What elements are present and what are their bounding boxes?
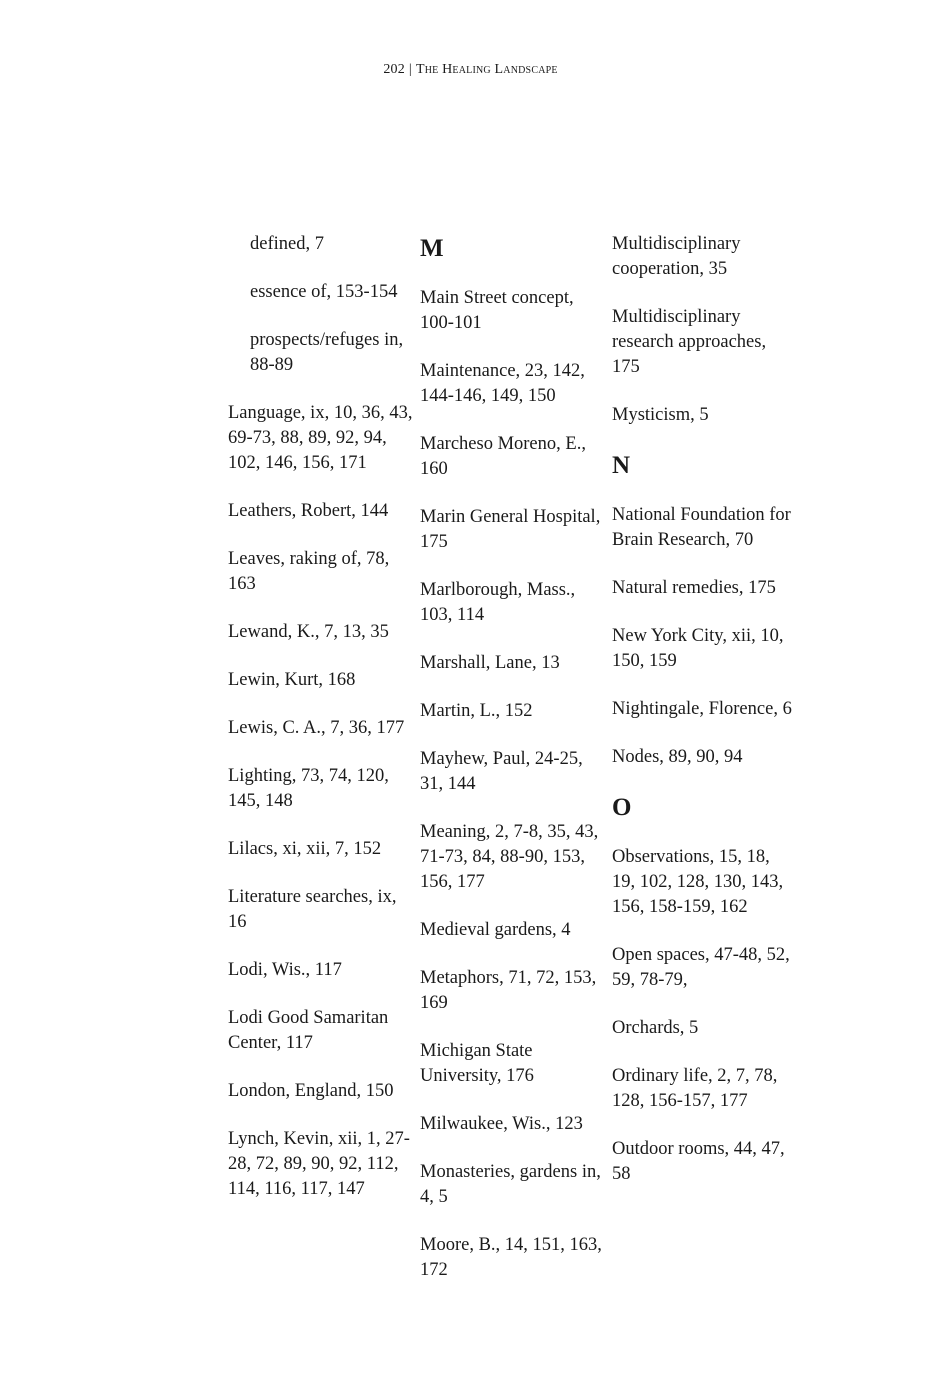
index-entry: Milwaukee, Wis., 123 — [420, 1114, 583, 1134]
index-entry: Natural remedies, 175 — [612, 578, 776, 598]
index-entry: Lodi Good Samaritan Center, 117 — [228, 1008, 389, 1053]
index-column-1 — [228, 232, 413, 1225]
index-entry: Martin, L., 152 — [420, 701, 533, 721]
index-entry: Marlborough, Mass., 103, 114 — [420, 580, 576, 625]
index-entry: Mysticism, 5 — [612, 405, 709, 425]
index-entry: Literature searches, ix, 16 — [228, 887, 397, 932]
index-entry: Lilacs, xi, xii, 7, 152 — [228, 839, 382, 859]
index-entry: Open spaces, 47-48, 52, 59, 78-79, — [612, 945, 790, 990]
index-entry: Metaphors, 71, 72, 153, 169 — [420, 968, 597, 1013]
index-entry: Orchards, 5 — [612, 1018, 699, 1038]
index-subentry: prospects/refuges in, 88-89 — [250, 330, 404, 375]
index-column-3 — [612, 232, 797, 1210]
index-section-letter: O — [612, 794, 632, 821]
index-entry: Language, ix, 10, 36, 43, 69-73, 88, 89, 92, 94, 102, 146, 156, 171 — [228, 403, 413, 473]
index-entry: Ordinary life, 2, 7, 78, 128, 156-157, 177 — [612, 1066, 778, 1111]
index-entry: Marcheso Moreno, E., 160 — [420, 434, 586, 479]
index-entry: Leaves, raking of, 78, 163 — [228, 549, 390, 594]
index-subentry: essence of, 153-154 — [250, 282, 398, 302]
index-column-2 — [420, 232, 605, 1306]
index-entry: Multidisciplinary cooperation, 35 — [612, 234, 741, 279]
page-number: 202 — [383, 62, 405, 77]
index-entry: Monasteries, gardens in, 4, 5 — [420, 1162, 601, 1207]
index-section-letter: N — [612, 452, 631, 479]
index-entry: Lewin, Kurt, 168 — [228, 670, 356, 690]
index-entry: Lighting, 73, 74, 120, 145, 148 — [228, 766, 389, 811]
index-entry: New York City, xii, 10, 150, 159 — [612, 626, 784, 671]
index-entry: Nodes, 89, 90, 94 — [612, 747, 743, 767]
index-entry: Marin General Hospital, 175 — [420, 507, 601, 552]
index-entry: Outdoor rooms, 44, 47, 58 — [612, 1139, 785, 1184]
index-entry: Meaning, 2, 7-8, 35, 43, 71-73, 84, 88-90, 153, 156, 177 — [420, 822, 599, 892]
index-entry: Medieval gardens, 4 — [420, 920, 571, 940]
index-entry: Lodi, Wis., 117 — [228, 960, 342, 980]
index-entry: National Foundation for Brain Research, 70 — [612, 505, 791, 550]
index-entry: Michigan State University, 176 — [420, 1041, 534, 1086]
index-entry: Lewis, C. A., 7, 36, 177 — [228, 718, 405, 738]
index-entry: Maintenance, 23, 142, 144-146, 149, 150 — [420, 361, 585, 406]
index-entry: Lynch, Kevin, xii, 1, 27-28, 72, 89, 90, 92, 112, 114, 116, 117, 147 — [228, 1129, 410, 1199]
index-entry: Marshall, Lane, 13 — [420, 653, 560, 673]
index-entry: Observations, 15, 18, 19, 102, 128, 130, 143, 156, 158-159, 162 — [612, 847, 784, 917]
index-entry: Moore, B., 14, 151, 163, 172 — [420, 1235, 602, 1280]
book-title: The Healing Landscape — [415, 62, 558, 77]
index-entry: Nightingale, Florence, 6 — [612, 699, 792, 719]
running-header — [0, 62, 941, 78]
index-entry: London, England, 150 — [228, 1081, 394, 1101]
index-entry: Leathers, Robert, 144 — [228, 501, 389, 521]
index-entry: Main Street concept, 100-101 — [420, 288, 574, 333]
index-entry: Lewand, K., 7, 13, 35 — [228, 622, 389, 642]
index-subentry: defined, 7 — [250, 234, 324, 254]
index-entry: Mayhew, Paul, 24-25, 31, 144 — [420, 749, 583, 794]
index-entry: Multidisciplinary research approaches, 175 — [612, 307, 767, 377]
index-section-letter: M — [420, 235, 444, 262]
header-separator: | — [408, 62, 412, 77]
